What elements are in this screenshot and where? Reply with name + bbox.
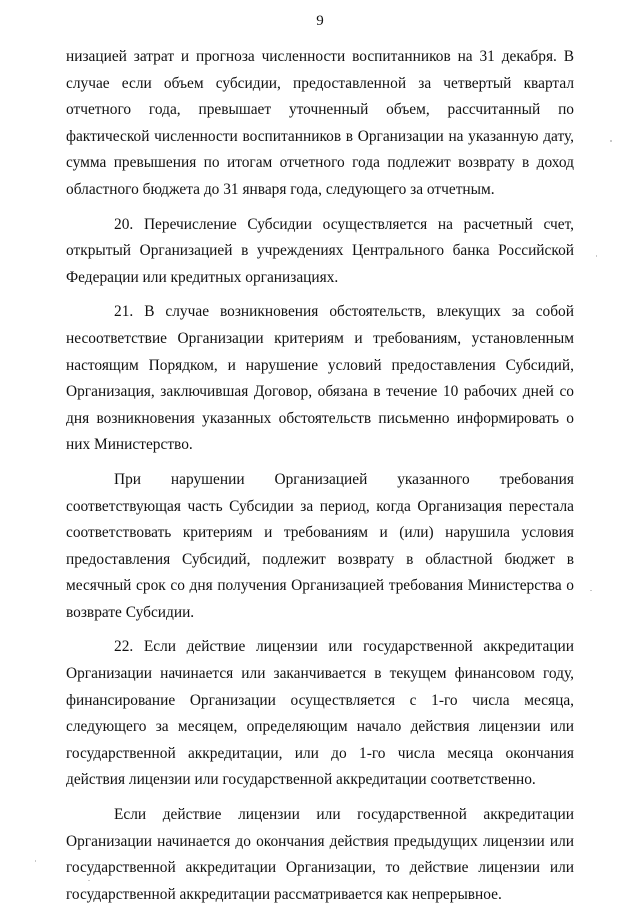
scan-speck: [596, 255, 597, 257]
scan-speck: [590, 590, 592, 591]
paragraph-item-21-violation: При нарушении Организацией указанного требования соответствующая часть Субсидии за период, когда Организация перестала соответствовать критериям и требованиям и (или) нарушила условия предоставления Субсидий, подлежит возврату в областной бюджет в месячный срок со дня получения Организацией требования Министерства о возврате Субсидии.: [66, 470, 574, 621]
page-number: 9: [316, 13, 324, 29]
scan-speck: [610, 140, 612, 142]
scan-speck: [35, 860, 36, 862]
document-body: [66, 44, 574, 908]
paragraph-item-22: 22. Если действие лицензии или государственной аккредитации Организации начинается или заканчивается в текущем финансовом году, финансирование Организации осуществляется с 1-го числа месяца, следующего за месяцем, определяющим начало действия лицензии или государственной аккредитации, или до 1-го числа месяца окончания действия лицензии или государственной аккредитации соответственно.: [66, 638, 574, 789]
paragraph-item-20: 20. Перечисление Субсидии осуществляется на расчетный счет, открытый Организацией в учреждениях Центрального банка Российской Федерации или кредитных организациях.: [66, 215, 574, 286]
paragraph-continuation: низацией затрат и прогноза численности воспитанников на 31 декабря. В случае если объем субсидии, предоставленной за четвертый квартал отчетного года, превышает уточненный объем, рассчитанный по фактической численности воспитанников в Организации на указанную дату, сумма превышения по итогам отчетного года подлежит возврату в доход областного бюджета до 31 января года, следующего за отчетным.: [66, 48, 574, 198]
paragraph-item-21: 21. В случае возникновения обстоятельств, влекущих за собой несоответствие Организации критериям и требованиям, установленным настоящим Порядком, и нарушение условий предоставления Субсидий, Организация, заключившая Договор, обязана в течение 10 рабочих дней со дня возникновения указанных обстоятельств письменно информировать о них Министерство.: [66, 303, 574, 454]
scan-speck: [88, 880, 90, 881]
paragraph-item-22-continuity: Если действие лицензии или государственной аккредитации Организации начинается до окончания действия предыдущих лицензии или государственной аккредитации Организации, то действие лицензии или государственной аккредитации рассматривается как непрерывное.: [66, 806, 574, 903]
